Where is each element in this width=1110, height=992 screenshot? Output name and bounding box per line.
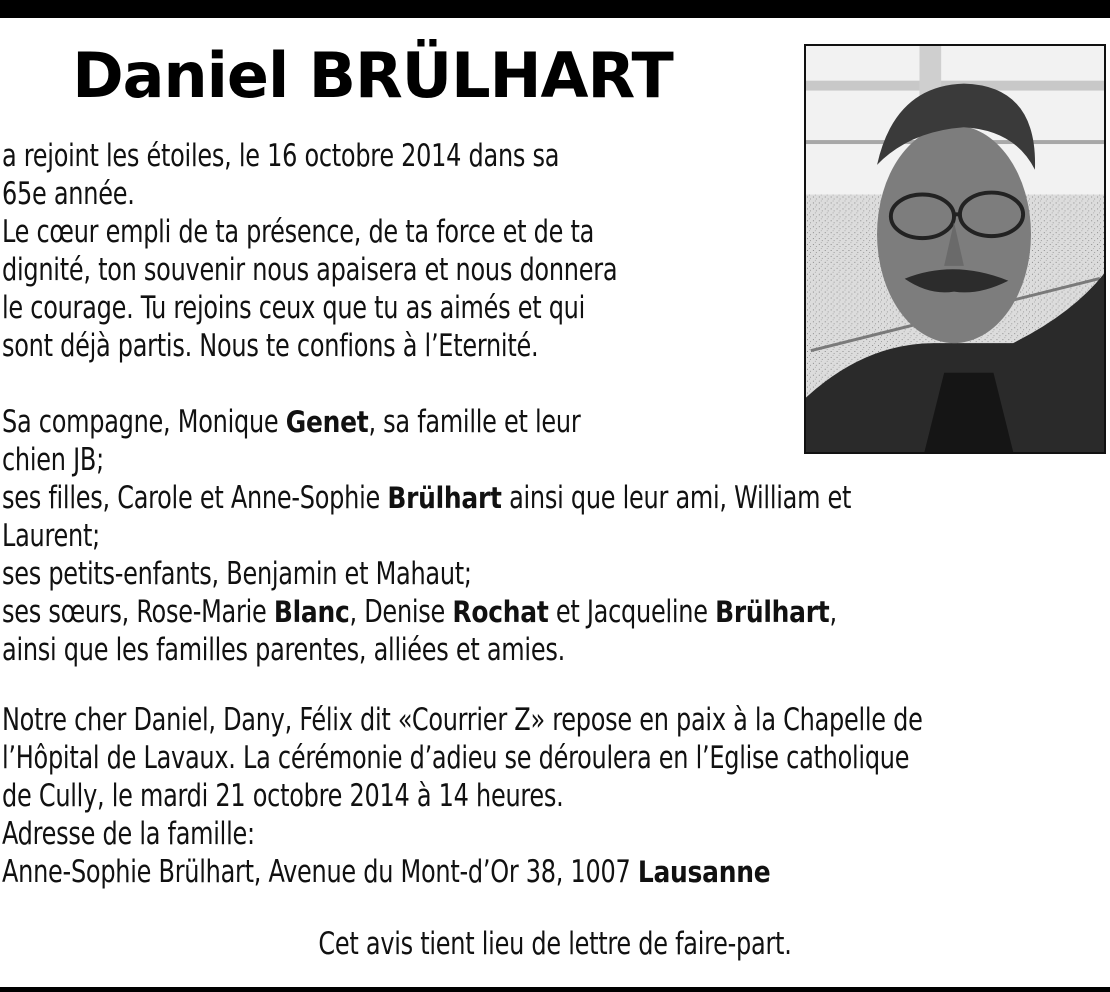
- ceremony-paragraph: [2, 701, 1108, 891]
- portrait-photo: [804, 44, 1106, 454]
- text-line: ses filles, Carole et Anne-Sophie Brülhart ainsi que leur ami, William et: [2, 480, 852, 516]
- text-line: sont déjà partis. Nous te confions à l’Eternité.: [2, 328, 539, 364]
- text-line: Adresse de la famille:: [2, 816, 255, 852]
- text-line: de Cully, le mardi 21 octobre 2014 à 14 heures.: [2, 778, 564, 814]
- family-paragraph: [2, 403, 1108, 669]
- top-rule: [0, 0, 1110, 18]
- surname-brulhart: Brülhart: [715, 595, 830, 629]
- text-line: ses petits-enfants, Benjamin et Mahaut;: [2, 556, 472, 592]
- surname-genet: Genet: [285, 405, 369, 439]
- text-line: ainsi que les familles parentes, alliées et amies.: [2, 632, 565, 668]
- bottom-rule: [0, 987, 1110, 992]
- portrait-image: [806, 46, 1104, 452]
- text-line: chien JB;: [2, 442, 104, 478]
- text-line: Sa compagne, Monique Genet, sa famille et leur: [2, 404, 581, 440]
- footer-text: Cet avis tient lieu de lettre de faire-part.: [318, 926, 792, 962]
- surname-blanc: Blanc: [273, 595, 350, 629]
- text-line: l’Hôpital de Lavaux. La cérémonie d’adieu se déroulera en l’Eglise catholique: [2, 740, 910, 776]
- surname-brulhart: Brülhart: [387, 481, 502, 515]
- text-line: ses sœurs, Rose-Marie Blanc, Denise Rochat et Jacqueline Brülhart,: [2, 594, 837, 630]
- surname-rochat: Rochat: [452, 595, 549, 629]
- footer-note: [2, 925, 1108, 963]
- text-line: le courage. Tu rejoins ceux que tu as aimés et qui: [2, 290, 586, 326]
- text-line: Notre cher Daniel, Dany, Félix dit «Courrier Z» repose en paix à la Chapelle de: [2, 702, 923, 738]
- family-address: Anne-Sophie Brülhart, Avenue du Mont-d’Or 38, 1007 Lausanne: [2, 854, 771, 890]
- page-title: Daniel BRÜLHART: [72, 39, 673, 112]
- text-line: Laurent;: [2, 518, 100, 554]
- intro-paragraph: [2, 137, 746, 365]
- text-line: 65e année.: [2, 176, 135, 212]
- text-line: a rejoint les étoiles, le 16 octobre 2014 dans sa: [2, 138, 560, 174]
- text-line: Le cœur empli de ta présence, de ta force et de ta: [2, 214, 595, 250]
- text-line: dignité, ton souvenir nous apaisera et nous donnera: [2, 252, 618, 288]
- city-lausanne: Lausanne: [637, 855, 771, 889]
